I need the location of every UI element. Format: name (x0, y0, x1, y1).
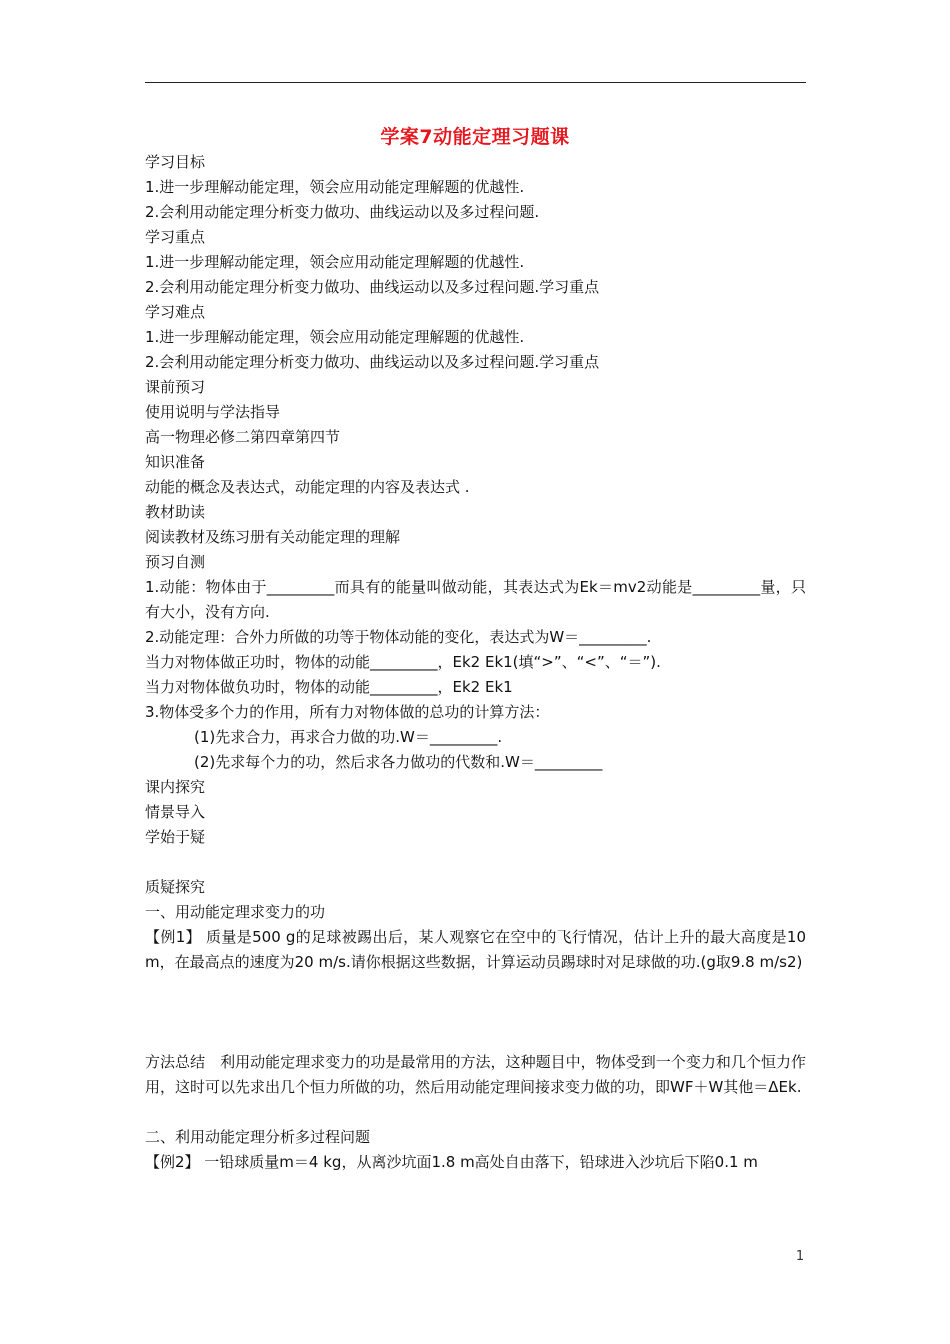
heading-inquiry: 质疑探究 (145, 878, 206, 896)
goal-2: 2.会利用动能定理分析变力做功、曲线运动以及多过程问题. (145, 203, 540, 221)
key-point-1: 1.进一步理解动能定理，领会应用动能定理解题的优越性. (145, 253, 525, 271)
goal-1: 1.进一步理解动能定理，领会应用动能定理解题的优越性. (145, 178, 525, 196)
section-1-title: 一、用动能定理求变力的功 (145, 903, 326, 921)
self-test-positive-work: 当力对物体做正功时，物体的动能_________，Ek2 Ek1(填“>”、“<”、“＝”). (145, 653, 661, 671)
heading-difficulties: 学习难点 (145, 303, 206, 321)
heading-questions: 学始于疑 (145, 828, 206, 846)
heading-scenario: 情景导入 (145, 803, 206, 821)
document-body (145, 150, 806, 1175)
difficulty-1: 1.进一步理解动能定理，领会应用动能定理解题的优越性. (145, 328, 525, 346)
heading-instructions: 使用说明与学法指导 (145, 403, 281, 421)
self-test-negative-work: 当力对物体做负功时，物体的动能_________，Ek2 Ek1 (145, 678, 513, 696)
heading-learning-goals: 学习目标 (145, 153, 206, 171)
example-1: 【例1】 质量是500 g的足球被踢出后，某人观察它在空中的飞行情况，估计上升的最大高度是10 m，在最高点的速度为20 m/s.请你根据这些数据，计算运动员踢球时对足球做的功.(g取9.8 m/s2) (145, 928, 806, 971)
key-point-2: 2.会利用动能定理分析变力做功、曲线运动以及多过程问题.学习重点 (145, 278, 600, 296)
page-number: 1 (795, 1249, 805, 1264)
textbook-section: 高一物理必修二第四章第四节 (145, 428, 341, 446)
header-rule (145, 82, 806, 83)
self-test-3: 3.物体受多个力的作用，所有力对物体做的总功的计算方法： (145, 703, 550, 721)
self-test-3-method-1: (1)先求合力，再求合力做的功.W＝_________. (194, 728, 503, 746)
self-test-1: 1.动能：物体由于_________而具有的能量叫做动能，其表达式为Ek＝mv2动能是_________量，只有大小，没有方向. (145, 578, 806, 621)
textbook-reading-text: 阅读教材及练习册有关动能定理的理解 (145, 528, 401, 546)
self-test-3-method-2: (2)先求每个力的功，然后求各力做功的代数和.W＝_________ (194, 753, 603, 771)
heading-preview: 课前预习 (145, 378, 206, 396)
section-2-title: 二、利用动能定理分析多过程问题 (145, 1128, 371, 1146)
difficulty-2: 2.会利用动能定理分析变力做功、曲线运动以及多过程问题.学习重点 (145, 353, 600, 371)
heading-in-class: 课内探究 (145, 778, 206, 796)
example-2: 【例2】 一铅球质量m＝4 kg，从离沙坑面1.8 m高处自由落下，铅球进入沙坑后下陷0.1 m (145, 1153, 758, 1171)
knowledge-prep-text: 动能的概念及表达式，动能定理的内容及表达式 . (145, 478, 470, 496)
method-summary: 方法总结 利用动能定理求变力的功是最常用的方法，这种题目中，物体受到一个变力和几个恒力作用，这时可以先求出几个恒力所做的功，然后用动能定理间接求变力做的功，即WF＋W其他＝ΔEk. (145, 1053, 806, 1096)
heading-self-test: 预习自测 (145, 553, 206, 571)
heading-textbook-reading: 教材助读 (145, 503, 206, 521)
heading-key-points: 学习重点 (145, 228, 206, 246)
document-title: 学案7动能定理习题课 (380, 126, 570, 148)
self-test-2: 2.动能定理：合外力所做的功等于物体动能的变化，表达式为W＝_________. (145, 628, 652, 646)
heading-knowledge-prep: 知识准备 (145, 453, 206, 471)
